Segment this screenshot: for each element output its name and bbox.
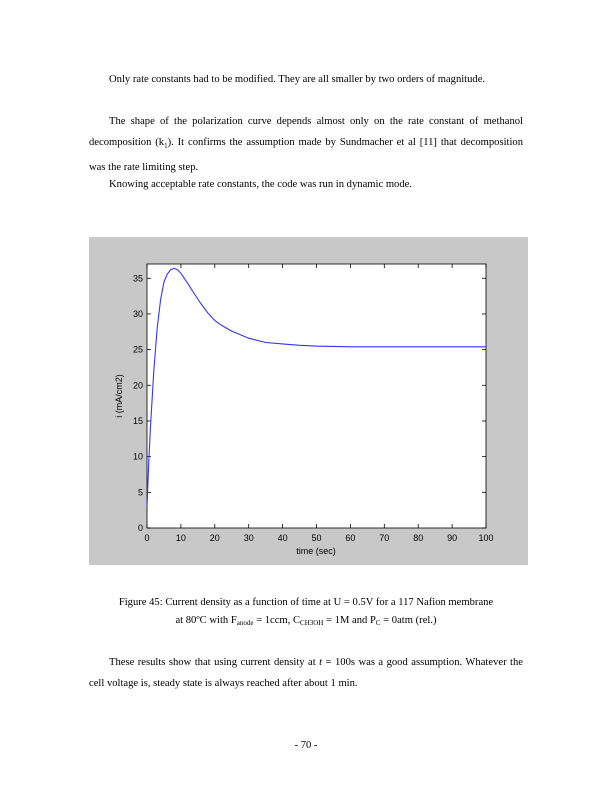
x-tick-label: 10 xyxy=(175,533,186,543)
caption-part-d: = 0atm (rel.) xyxy=(380,615,437,626)
paragraph-rate-constants-text: Only rate constants had to be modified. They are all smaller by two orders of magnitude. xyxy=(109,74,486,85)
figure-45 xyxy=(89,237,528,565)
caption-sub-ch3oh: CH3OH xyxy=(300,619,324,627)
plot-area xyxy=(147,264,486,528)
y-tick-label: 15 xyxy=(132,415,143,426)
page-number: - 70 - xyxy=(294,740,318,751)
paragraph-rate-constants xyxy=(89,69,523,90)
x-tick-label: 80 xyxy=(413,533,424,543)
paragraph-dynamic-mode-text: Knowing acceptable rate constants, the code was run in dynamic mode. xyxy=(109,179,412,190)
x-tick-label: 20 xyxy=(209,533,220,543)
y-tick-label: 35 xyxy=(132,273,143,284)
figure-caption-line-1 xyxy=(60,596,552,610)
paragraph-conclusion xyxy=(89,652,523,694)
time-variable: t xyxy=(319,657,323,668)
x-tick-label: 70 xyxy=(379,533,390,543)
x-axis-label: time (sec) xyxy=(296,546,336,556)
paragraph-conclusion-text-b: = 100s was a good assumption. Whatever the cell voltage is, steady state is always reached after about 1 min. xyxy=(89,657,524,689)
paragraph-polarization-text-b: ). It confirms the assumption made by Sundmacher et al [11] that decomposition was the rate limiting step. xyxy=(89,137,523,174)
x-tick-label: 100 xyxy=(478,533,494,543)
x-tick-label: 50 xyxy=(311,533,322,543)
caption-part-b: = 1ccm, C xyxy=(253,615,301,626)
current-density-chart xyxy=(89,237,528,565)
y-tick-label: 20 xyxy=(132,380,143,391)
caption-sub-c: C xyxy=(375,619,381,627)
y-axis-label: i (mA/cm2) xyxy=(114,374,124,418)
caption-part-a: at 80ºC with F xyxy=(175,615,237,626)
x-tick-label: 30 xyxy=(243,533,254,543)
paragraph-dynamic-mode xyxy=(89,174,523,195)
x-tick-label: 40 xyxy=(277,533,288,543)
paragraph-conclusion-text-a: These results show that using current density at xyxy=(109,657,320,668)
figure-caption-line-2 xyxy=(60,614,552,628)
x-tick-label: 60 xyxy=(345,533,356,543)
x-tick-label: 0 xyxy=(144,533,150,543)
figure-caption-text-1: Figure 45: Current density as a function of time at U = 0.5V for a 117 Nafion membrane xyxy=(118,597,494,608)
caption-sub-anode: anode xyxy=(236,619,254,627)
paragraph-polarization-text-a: The shape of the polarization curve depends almost only on the rate constant of methanol decomposition (k xyxy=(89,116,523,148)
k1-subscript: 1 xyxy=(164,142,168,151)
y-tick-label: 5 xyxy=(137,487,143,498)
y-tick-label: 10 xyxy=(132,451,143,462)
y-tick-label: 30 xyxy=(132,308,143,319)
y-tick-label: 25 xyxy=(132,344,143,355)
caption-part-c: = 1M and P xyxy=(323,615,376,626)
x-tick-label: 90 xyxy=(447,533,458,543)
y-tick-label: 0 xyxy=(137,523,143,533)
paragraph-polarization xyxy=(89,111,523,178)
